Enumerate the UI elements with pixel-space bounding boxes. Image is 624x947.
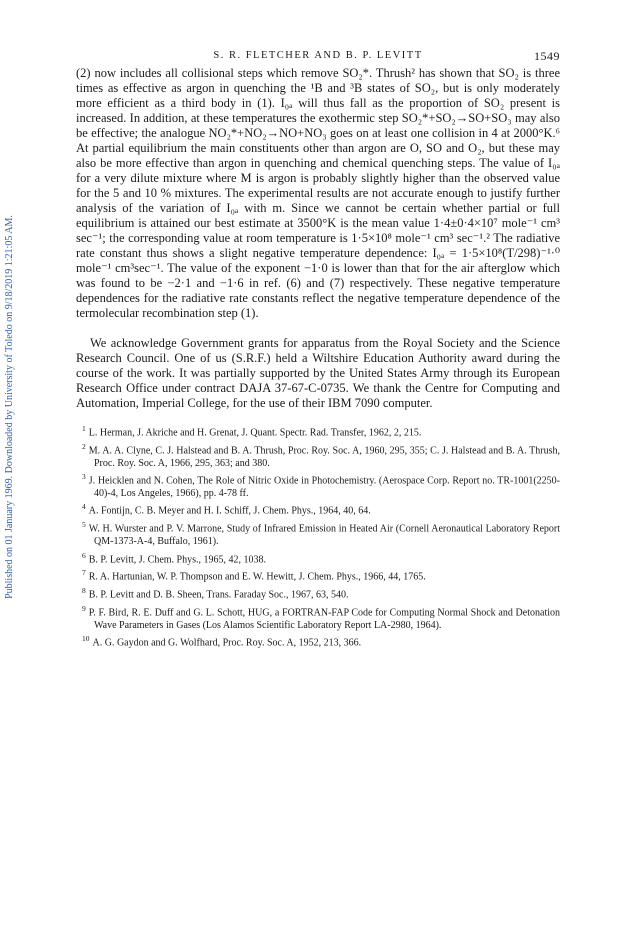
reference-item	[76, 567, 560, 584]
paragraph-discussion: (2) now includes all collisional steps which remove SO₂*. Thrush² has shown that SO₂ is three times as effective as argon in quenching the ¹B and ³B states of SO₂, but is only moderately more efficient as a third body in (1). I₀ₐ will thus fall as the proportion of SO₂ present is increased. In addition, at these temperatures the exothermic step SO₂*+SO₂→SO+SO₃ may also be effective; the analogue NO₂*+NO₂→NO+NO₃ goes on at least one collision in 4 at 2000°K.⁶ At partial equilibrium the main constituents other than argon are O, SO and O₂, but these may also be more effective than argon in quenching and chemical quenching steps. The value of I₀ₐ for a very dilute mixture where M is argon is probably slightly higher than the observed value for the 5 and 10 % mixtures. The experimental results are not accurate enough to justify further analysis of the variation of I₀ₐ with m. Since we cannot be certain whether partial or full equilibrium is attained our best estimate at 3500°K is the mean value 1·4±0·4×10⁷ mole⁻¹ cm³ sec⁻¹; the corresponding value at room temperature is 1·5×10⁸ mole⁻¹ cm³ sec⁻¹.² The radiative rate constant thus shows a slight negative temperature dependence: I₀ₐ = 1·5×10⁸(T/298)⁻¹·⁰ mole⁻¹ cm³sec⁻¹. The value of the exponent −1·0 is lower than that for the air afterglow which was found to be −2·1 and −1·6 in ref. (6) and (7) respectively. These negative temperature dependences for the radiative rate constants reflect the negative temperature dependence of the termolecular recombination step (1).	[76, 66, 560, 320]
reference-number: 4	[82, 502, 86, 512]
reference-text: B. P. Levitt, J. Chem. Phys., 1965, 42, 1038.	[88, 553, 266, 565]
references-list	[76, 423, 560, 650]
reference-number: 5	[82, 520, 86, 530]
reference-item	[76, 550, 560, 567]
reference-text: A. G. Gaydon and G. Wolfhard, Proc. Roy. Soc. A, 1952, 213, 366.	[92, 637, 362, 649]
running-header-authors: S. R. FLETCHER AND B. P. LEVITT	[213, 50, 423, 61]
body-text	[76, 66, 560, 411]
reference-item	[76, 441, 560, 470]
running-header	[76, 46, 560, 66]
reference-item	[76, 471, 560, 500]
reference-number: 10	[82, 634, 90, 644]
reference-text: L. Herman, J. Akriche and H. Grenat, J. Quant. Spectr. Rad. Transfer, 1962, 2, 215.	[88, 427, 422, 439]
reference-item	[76, 585, 560, 602]
reference-text: J. Heicklen and N. Cohen, The Role of Nitric Oxide in Photochemistry. (Aerospace Corp. Report no. TR-1001(2250-40)-4, Los Angeles, 1966), pp. 4-78 ff.	[88, 475, 560, 499]
page-number: 1549	[534, 49, 560, 63]
reference-text: B. P. Levitt and D. B. Sheen, Trans. Faraday Soc., 1967, 63, 540.	[88, 589, 349, 601]
reference-item	[76, 603, 560, 632]
reference-text: P. F. Bird, R. E. Duff and G. L. Schott, HUG, a FORTRAN-FAP Code for Computing Normal Shock and Detonation Wave Parameters in Gases (Los Alamos Scientific Laboratory Report LA-2980, 1964).	[88, 607, 560, 631]
reference-item	[76, 501, 560, 518]
reference-item	[76, 423, 560, 440]
reference-text: W. H. Wurster and P. V. Marrone, Study of Infrared Emission in Heated Air (Cornell Aeronautical Laboratory Report QM-1373-A-4, Buffalo, 1961).	[88, 523, 560, 548]
download-watermark: Published on 01 January 1969. Downloaded by University of Toledo on 9/18/2019 1:21:05 AM.	[4, 215, 15, 599]
reference-text: R. A. Hartunian, W. P. Thompson and E. W. Hewitt, J. Chem. Phys., 1966, 44, 1765.	[88, 571, 426, 583]
reference-item	[76, 633, 560, 650]
reference-number: 2	[82, 441, 86, 451]
reference-number: 9	[82, 604, 86, 614]
paragraph-acknowledgements: We acknowledge Government grants for apparatus from the Royal Society and the Science Research Council. One of us (S.R.F.) held a Wiltshire Education Authority award during the course of the work. It was partially supported by the United States Army through its European Research Office under contract DAJA 37-67-C-0735. We thank the Centre for Computing and Automation, Imperial College, for the use of their IBM 7090 computer.	[76, 336, 560, 410]
reference-number: 3	[82, 472, 86, 482]
reference-number: 6	[82, 550, 86, 560]
reference-number: 1	[82, 424, 86, 433]
reference-text: M. A. A. Clyne, C. J. Halstead and B. A. Thrush, Proc. Roy. Soc. A, 1960, 295, 355; C. J. Halstead and B. A. Thrush, Proc. Roy. Soc. A, 1966, 295, 363; and 380.	[88, 445, 560, 469]
journal-page	[76, 46, 560, 651]
reference-text: A. Fontijn, C. B. Meyer and H. I. Schiff, J. Chem. Phys., 1964, 40, 64.	[88, 505, 371, 517]
reference-item	[76, 519, 560, 548]
reference-number: 8	[82, 586, 86, 596]
reference-number: 7	[82, 568, 86, 578]
